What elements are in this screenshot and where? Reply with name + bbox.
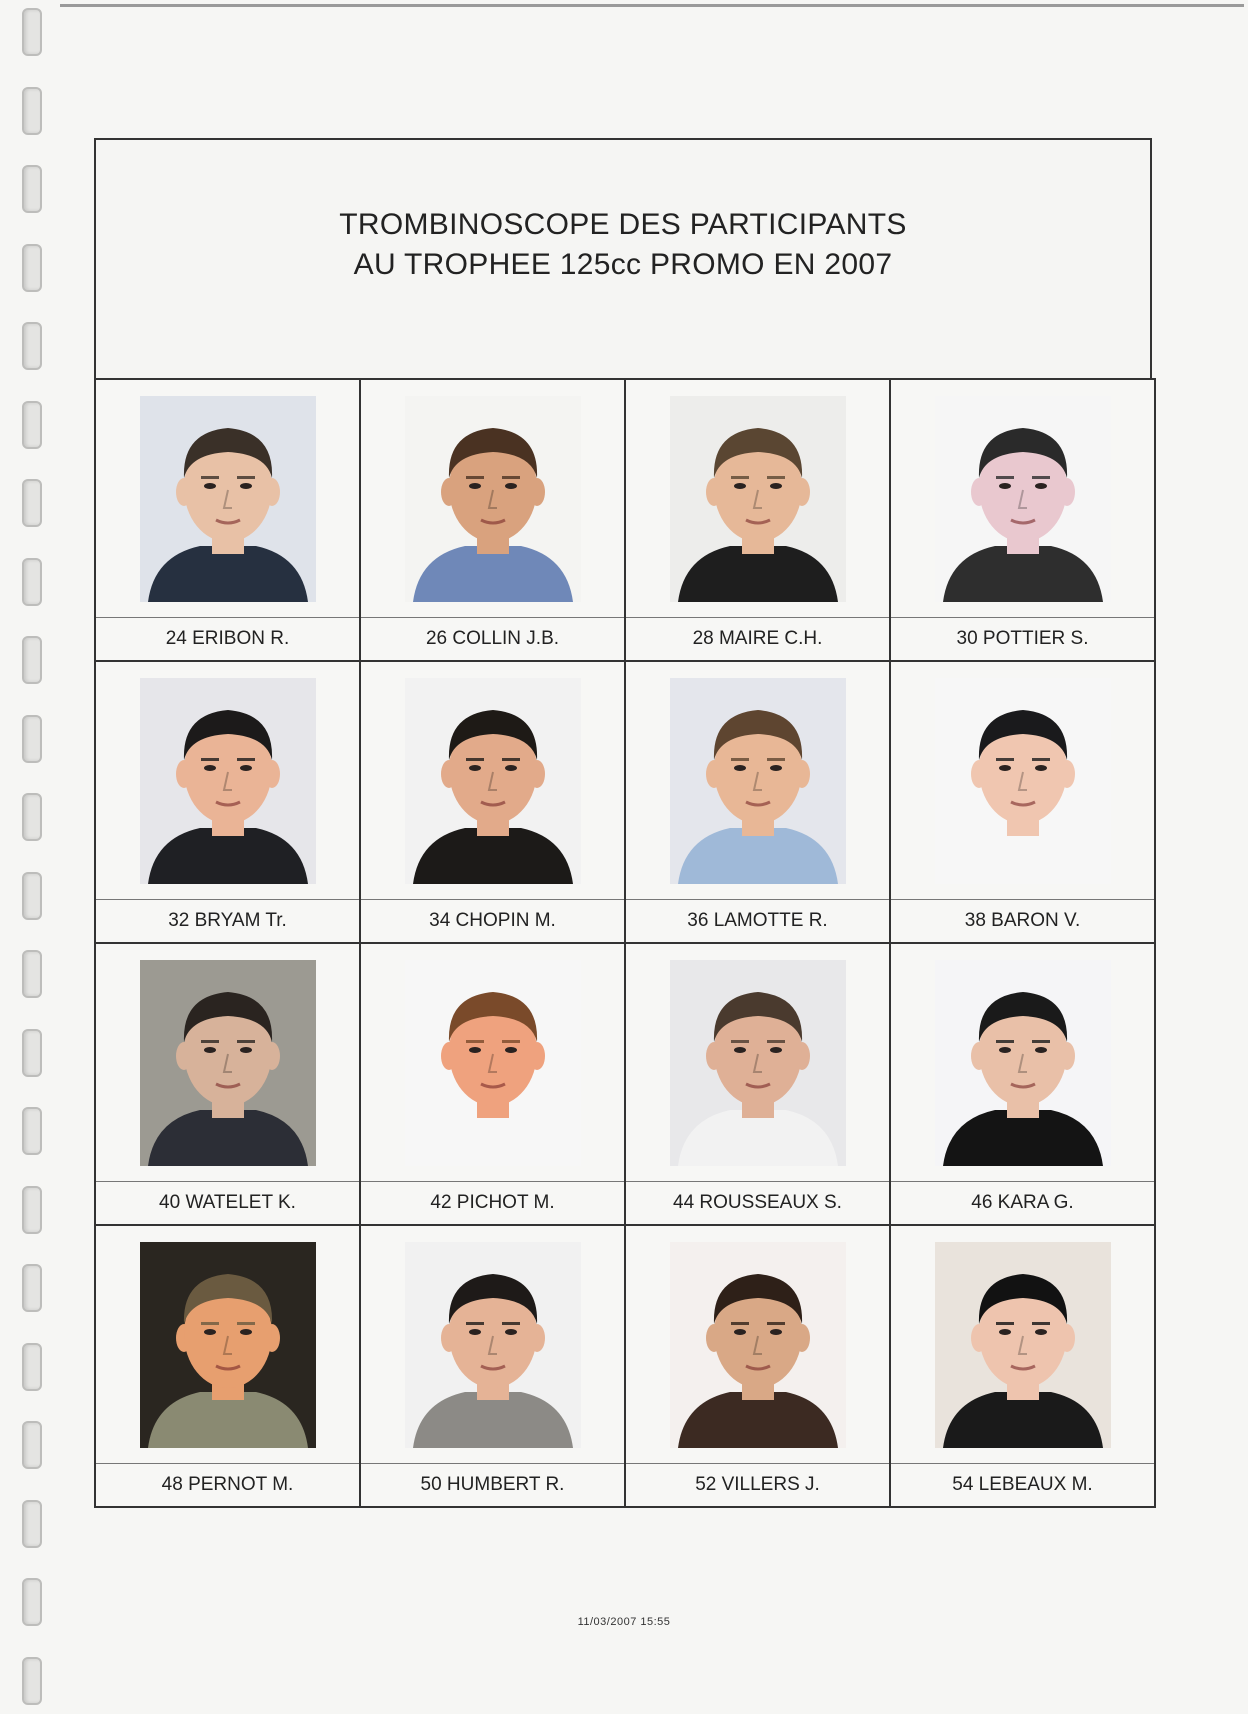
binder-hole: [22, 715, 42, 763]
binder-hole: [22, 401, 42, 449]
participant-portrait: [935, 1242, 1111, 1448]
participant-portrait: [405, 1242, 581, 1448]
participants-grid: [94, 378, 1156, 1508]
photo-area: [891, 662, 1154, 899]
binder-holes: [22, 0, 46, 1714]
participant-portrait: [670, 396, 846, 602]
binder-hole: [22, 636, 42, 684]
participant-name: 54 LEBEAUX M.: [891, 1463, 1154, 1506]
participant-portrait: [670, 678, 846, 884]
participant-portrait: [405, 678, 581, 884]
participant-name: 34 CHOPIN M.: [361, 899, 624, 942]
photo-area: [626, 380, 889, 617]
participant-cell: [96, 380, 361, 662]
participant-name: 52 VILLERS J.: [626, 1463, 889, 1506]
binder-hole: [22, 479, 42, 527]
participant-name: 46 KARA G.: [891, 1181, 1154, 1224]
participant-name: 38 BARON V.: [891, 899, 1154, 942]
binder-hole: [22, 1657, 42, 1705]
title-box: [94, 138, 1152, 378]
participant-name: 24 ERIBON R.: [96, 617, 359, 660]
binder-hole: [22, 1421, 42, 1469]
binder-hole: [22, 558, 42, 606]
photo-area: [361, 662, 624, 899]
binder-hole: [22, 872, 42, 920]
binder-hole: [22, 793, 42, 841]
photo-area: [96, 380, 359, 617]
participant-cell: [626, 380, 891, 662]
trombinoscope-sheet: [94, 138, 1154, 1508]
participant-cell: [361, 1226, 626, 1508]
participant-cell: [96, 944, 361, 1226]
participant-portrait: [140, 678, 316, 884]
participant-cell: [96, 1226, 361, 1508]
participant-portrait: [140, 396, 316, 602]
participant-cell: [361, 662, 626, 944]
photo-area: [96, 662, 359, 899]
binder-hole: [22, 322, 42, 370]
participant-cell: [361, 380, 626, 662]
title-line-1: TROMBINOSCOPE DES PARTICIPANTS: [339, 208, 907, 241]
binder-hole: [22, 1500, 42, 1548]
photo-area: [626, 662, 889, 899]
participant-cell: [891, 662, 1156, 944]
participant-name: 30 POTTIER S.: [891, 617, 1154, 660]
participant-portrait: [405, 960, 581, 1166]
participant-cell: [96, 662, 361, 944]
participant-name: 26 COLLIN J.B.: [361, 617, 624, 660]
photo-area: [626, 1226, 889, 1463]
participant-cell: [891, 1226, 1156, 1508]
participant-cell: [361, 944, 626, 1226]
participant-name: 36 LAMOTTE R.: [626, 899, 889, 942]
participant-portrait: [140, 1242, 316, 1448]
participant-name: 44 ROUSSEAUX S.: [626, 1181, 889, 1224]
binder-hole: [22, 87, 42, 135]
participant-portrait: [670, 960, 846, 1166]
participant-portrait: [935, 396, 1111, 602]
participant-cell: [891, 380, 1156, 662]
title-line-2: AU TROPHEE 125cc PROMO EN 2007: [353, 248, 893, 281]
participant-name: 40 WATELET K.: [96, 1181, 359, 1224]
participant-name: 50 HUMBERT R.: [361, 1463, 624, 1506]
participant-cell: [626, 662, 891, 944]
binder-hole: [22, 1186, 42, 1234]
print-timestamp: 11/03/2007 15:55: [577, 1616, 671, 1628]
participant-cell: [626, 1226, 891, 1508]
photo-area: [96, 944, 359, 1181]
participant-name: 32 BRYAM Tr.: [96, 899, 359, 942]
participant-portrait: [140, 960, 316, 1166]
photo-area: [361, 944, 624, 1181]
participant-portrait: [935, 960, 1111, 1166]
photo-area: [626, 944, 889, 1181]
page-top-edge: [60, 4, 1244, 7]
participant-portrait: [670, 1242, 846, 1448]
binder-hole: [22, 165, 42, 213]
participant-cell: [891, 944, 1156, 1226]
binder-hole: [22, 244, 42, 292]
participant-portrait: [405, 396, 581, 602]
participant-name: 28 MAIRE C.H.: [626, 617, 889, 660]
photo-area: [891, 380, 1154, 617]
binder-hole: [22, 8, 42, 56]
photo-area: [361, 1226, 624, 1463]
binder-hole: [22, 1107, 42, 1155]
binder-hole: [22, 1343, 42, 1391]
participant-cell: [626, 944, 891, 1226]
photo-area: [891, 1226, 1154, 1463]
photo-area: [96, 1226, 359, 1463]
participant-name: 48 PERNOT M.: [96, 1463, 359, 1506]
binder-hole: [22, 1264, 42, 1312]
photo-area: [361, 380, 624, 617]
photo-area: [891, 944, 1154, 1181]
participant-name: 42 PICHOT M.: [361, 1181, 624, 1224]
binder-hole: [22, 950, 42, 998]
binder-hole: [22, 1029, 42, 1077]
participant-portrait: [935, 678, 1111, 884]
